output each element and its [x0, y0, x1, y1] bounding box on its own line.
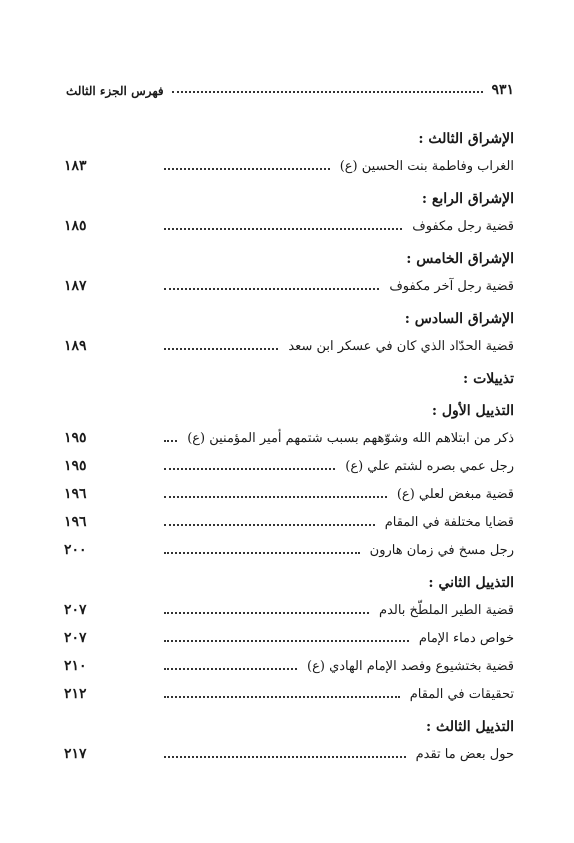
entry-title: ذكر من ابتلاهم الله وشوّههم بسبب شتمهم أمير المؤمنين (ع) [187, 430, 514, 446]
running-title: فهرس الجزء الثالث [66, 84, 164, 98]
entry-page-number: ١٩٦ [64, 486, 87, 502]
toc-entry [64, 424, 514, 452]
entry-page-number: ٢٠٠ [64, 542, 87, 558]
entry-page-number: ٢١٢ [64, 686, 87, 702]
entry-page-number: ٢١٧ [64, 746, 87, 762]
toc-entry [64, 332, 514, 360]
entry-page-number: ١٨٧ [64, 278, 87, 294]
entry-page-number: ١٨٥ [64, 218, 87, 234]
toc-entry [64, 536, 514, 564]
leader-dots [164, 612, 369, 614]
leader-dots [164, 168, 330, 170]
entry-page-number: ١٨٣ [64, 158, 87, 174]
table-of-contents [64, 126, 514, 774]
leader-dots [164, 348, 278, 350]
entry-page-number: ١٩٥ [64, 430, 87, 446]
entry-page-number: ١٩٦ [64, 514, 87, 530]
entry-title: قضية رجل آخر مكفوف [389, 278, 514, 294]
header-leader-dots [172, 91, 484, 93]
toc-entry [64, 152, 514, 180]
leader-dots [164, 668, 297, 670]
leader-dots [164, 468, 335, 470]
entry-title: تحقيقات في المقام [409, 686, 514, 702]
section-heading: التذييل الأول : [431, 403, 514, 419]
toc-entry [64, 596, 514, 624]
section-heading: تذييلات : [463, 371, 514, 387]
entry-page-number: ٢١٠ [64, 658, 87, 674]
toc-entry [64, 480, 514, 508]
leader-dots [164, 524, 375, 526]
entry-title: قضية مبغض لعلي (ع) [396, 486, 514, 502]
leader-dots [164, 552, 360, 554]
toc-entry [64, 272, 514, 300]
toc-entry [64, 212, 514, 240]
toc-entry [64, 652, 514, 680]
section-heading: الإشراق الخامس : [406, 251, 514, 267]
toc-entry [64, 740, 514, 768]
entry-title: قضية رجل مكفوف [412, 218, 514, 234]
entry-page-number: ٢٠٧ [64, 630, 87, 646]
toc-entry [64, 508, 514, 536]
leader-dots [164, 228, 402, 230]
toc-entry [64, 624, 514, 652]
toc-entry [64, 680, 514, 708]
entry-title: قضية بختشيوع وفصد الإمام الهادي (ع) [307, 658, 514, 674]
section-heading: الإشراق الثالث : [418, 131, 514, 147]
leader-dots [164, 696, 400, 698]
entry-page-number: ٢٠٧ [64, 602, 87, 618]
section-gap [110, 768, 514, 774]
entry-page-number: ١٩٥ [64, 458, 87, 474]
leader-dots [164, 640, 409, 642]
entry-title: قضية الحدّاد الذي كان في عسكر ابن سعد [288, 338, 514, 354]
page-number: ٩٣١ [491, 82, 514, 98]
leader-dots [164, 288, 379, 290]
entry-title: خواص دماء الإمام [418, 630, 514, 646]
page-header [66, 76, 514, 98]
section-heading: الإشراق الرابع : [421, 191, 514, 207]
entry-title: الغراب وفاطمة بنت الحسين (ع) [339, 158, 514, 174]
leader-dots [164, 440, 177, 442]
entry-title: رجل مسخ في زمان هارون [369, 542, 514, 558]
entry-page-number: ١٨٩ [64, 338, 87, 354]
entry-title: قضية الطير الملطّخ بالدم [379, 602, 514, 618]
section-heading: التذييل الثاني : [428, 575, 514, 591]
entry-title: رجل عمي بصره لشتم علي (ع) [345, 458, 514, 474]
section-heading: الإشراق السادس : [404, 311, 514, 327]
entry-title: حول بعض ما تقدم [415, 746, 514, 762]
toc-entry [64, 452, 514, 480]
section-heading: التذييل الثالث : [425, 719, 514, 735]
leader-dots [164, 756, 406, 758]
entry-title: قضايا مختلفة في المقام [384, 514, 514, 530]
leader-dots [164, 496, 387, 498]
